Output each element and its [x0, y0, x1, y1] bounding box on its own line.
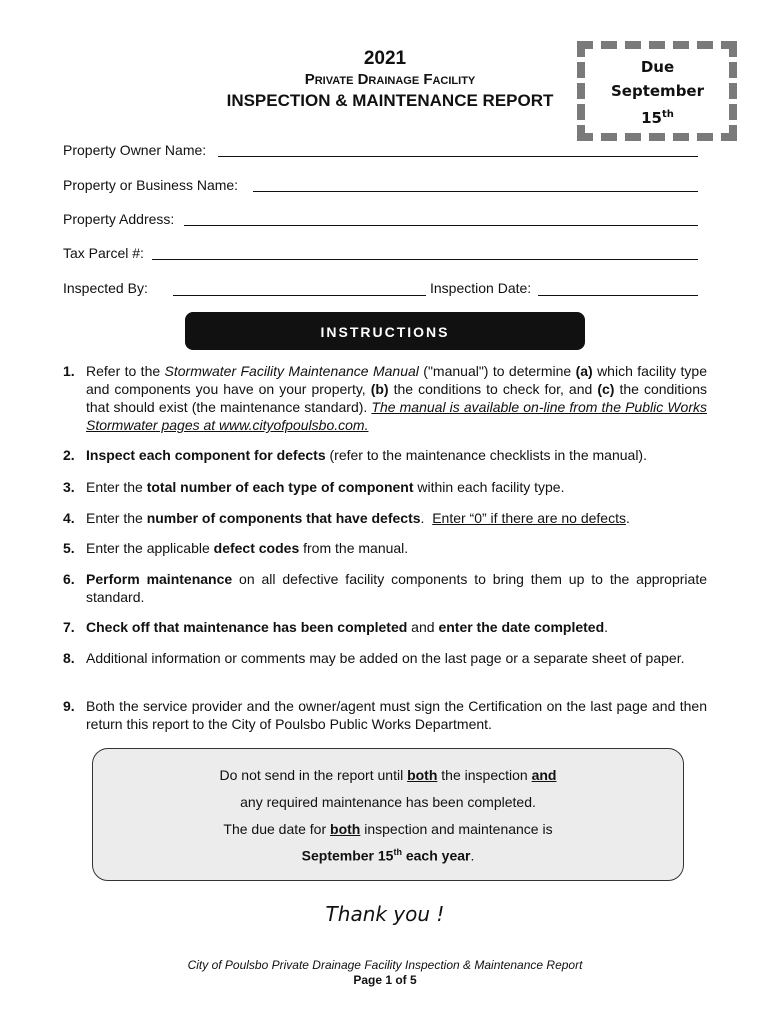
instruction-item-2: 2. Inspect each component for defects (refer to the maintenance checklists in the manual). [63, 447, 647, 463]
tax-parcel-label: Tax Parcel #: [63, 245, 144, 261]
notice-line-4: September 15th each year. [301, 847, 475, 864]
property-address-field[interactable] [184, 225, 698, 226]
business-name-label: Property or Business Name: [63, 177, 239, 193]
inspection-date-label: Inspection Date: [430, 280, 532, 296]
thank-you-text: Thank you ! [325, 902, 445, 926]
instruction-item-9: 9. Both the service provider and the owner/agent must sign the Certification on the last page and then return this report to the City of Poulsbo Public Works Department. [63, 698, 707, 732]
instruction-item-6: 6. Perform maintenance on all defective facility components to bring them up to the appropriate standard. [63, 571, 707, 605]
instruction-item-4: 4. Enter the number of components that have defects. Enter “0” if there are no defects. [63, 510, 630, 526]
inspected-by-field[interactable] [173, 295, 426, 296]
instruction-item-3: 3. Enter the total number of each type of component within each facility type. [63, 479, 565, 495]
instruction-item-5: 5. Enter the applicable defect codes from the manual. [63, 540, 409, 556]
instruction-item-8: 8. Additional information or comments may be added on the last page or a separate sheet of paper. [63, 650, 685, 666]
report-year: 2021 [363, 48, 407, 69]
manual-link[interactable]: The manual is available on-line from the Public Works Stormwater pages at www.cityofpoulsbo.com. [86, 399, 708, 433]
notice-line-1: Do not send in the report until both the inspection and [219, 767, 557, 783]
notice-line-2: any required maintenance has been completed. [240, 794, 536, 810]
instruction-item-7: 7. Check off that maintenance has been completed and enter the date completed. [63, 619, 609, 635]
subtitle-text: Private Drainage Facility [304, 71, 476, 88]
stamp-due: Due [640, 58, 675, 76]
notice-line-3: The due date for both inspection and maintenance is [223, 821, 553, 837]
stamp-day: 15th [641, 109, 674, 127]
business-name-field[interactable] [253, 191, 698, 192]
property-address-label: Property Address: [63, 211, 175, 227]
instructions-banner: INSTRUCTIONS [185, 312, 585, 350]
stamp-month: September [611, 82, 704, 100]
owner-name-label: Property Owner Name: [63, 142, 207, 158]
footer-title: City of Poulsbo Private Drainage Facility Inspection & Maintenance Report [187, 958, 583, 972]
due-date-stamp-text [585, 55, 730, 130]
report-subtitle [240, 71, 540, 88]
inspected-by-label: Inspected By: [63, 280, 148, 296]
owner-name-field[interactable] [218, 156, 698, 157]
report-title: INSPECTION & MAINTENANCE REPORT [226, 91, 554, 110]
inspection-date-field[interactable] [538, 295, 698, 296]
page-number: Page 1 of 5 [353, 973, 417, 987]
tax-parcel-field[interactable] [152, 259, 698, 260]
instruction-item-1: 1. Refer to the Stormwater Facility Maintenance Manual ("manual") to determine (a) which facility type and components you have on your property, (b) the conditions to check for, and (c) the conditions that should exist (the maintenance standard). The manual is available on-line from the Public Works Stormwater pages at www.cityofpoulsbo.com. [63, 363, 708, 433]
